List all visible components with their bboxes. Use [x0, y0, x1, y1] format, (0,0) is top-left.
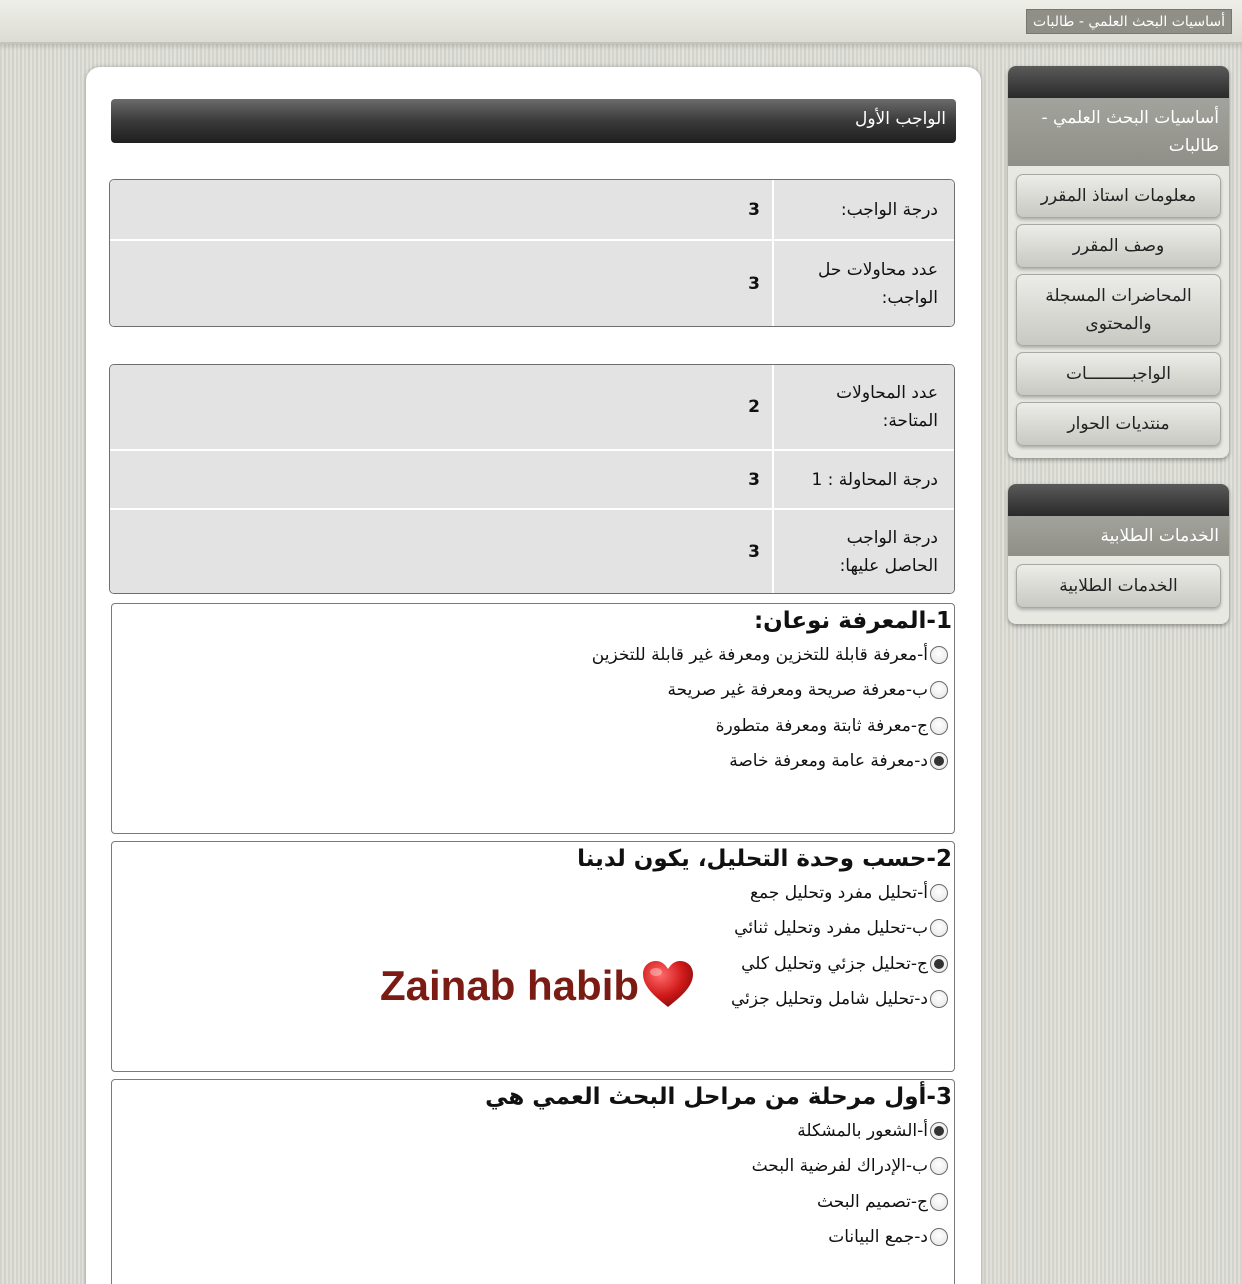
radio-button[interactable]	[930, 717, 948, 735]
question-1-option-b[interactable]	[112, 673, 954, 709]
option-label: د-معرفة عامة ومعرفة خاصة	[729, 751, 928, 772]
attempt-info-table	[109, 364, 955, 594]
question-3-option-d[interactable]	[112, 1220, 954, 1256]
question-3-title: 3-أول مرحلة من مراحل البحث العمي هي	[485, 1084, 952, 1110]
services-menu-panel	[1008, 484, 1229, 624]
watermark-text: Zainab habib	[380, 962, 640, 1009]
heart-icon	[641, 959, 695, 1013]
radio-button[interactable]	[930, 1193, 948, 1211]
sidebar-item-forums[interactable]: منتديات الحوار	[1016, 402, 1221, 446]
assignment-grade-label: درجة الواجب:	[772, 180, 954, 239]
sidebar-item-course-description[interactable]: وصف المقرر	[1016, 224, 1221, 268]
services-menu-title: الخدمات الطلابية	[1008, 516, 1229, 556]
radio-button[interactable]	[930, 1228, 948, 1246]
question-1-option-c[interactable]	[112, 708, 954, 744]
option-label: د-جمع البيانات	[828, 1227, 928, 1248]
question-1-title: 1-المعرفة نوعان:	[753, 608, 952, 634]
table-row	[110, 510, 954, 593]
question-1-option-d[interactable]	[112, 744, 954, 780]
radio-button[interactable]	[930, 646, 948, 664]
option-label: ج-معرفة ثابتة ومعرفة متطورة	[715, 715, 928, 736]
sidebar-item-student-services[interactable]: الخدمات الطلابية	[1016, 564, 1221, 608]
question-2-option-a[interactable]	[112, 875, 954, 911]
obtained-grade-value: 3	[110, 510, 772, 593]
table-row	[110, 241, 954, 326]
main-content	[86, 67, 981, 1284]
assignment-info-table	[109, 179, 955, 327]
radio-button[interactable]	[930, 884, 948, 902]
window-title: أساسيات البحث العلمي - طالبات	[1026, 9, 1232, 34]
radio-button[interactable]	[930, 681, 948, 699]
table-row	[110, 180, 954, 241]
table-row	[110, 365, 954, 451]
course-menu-panel	[1008, 66, 1229, 458]
question-2-option-b[interactable]	[112, 911, 954, 947]
option-label: د-تحليل شامل وتحليل جزئي	[731, 989, 928, 1010]
question-1	[111, 603, 955, 834]
obtained-grade-label: درجة الواجب الحاصل عليها:	[772, 510, 954, 593]
attempts-count-value: 3	[110, 241, 772, 326]
top-bar	[0, 0, 1242, 44]
question-3-option-b[interactable]	[112, 1149, 954, 1185]
course-menu-title: أساسيات البحث العلمي - طالبات	[1008, 98, 1229, 166]
option-label: أ-تحليل مفرد وتحليل جمع	[750, 882, 928, 903]
radio-button[interactable]	[930, 919, 948, 937]
available-attempts-value: 2	[110, 365, 772, 449]
course-menu-header	[1008, 66, 1229, 98]
radio-button[interactable]	[930, 1157, 948, 1175]
option-label: ب-معرفة صريحة ومعرفة غير صريحة	[667, 680, 928, 701]
sidebar-item-instructor-info[interactable]: معلومات استاذ المقرر	[1016, 174, 1221, 218]
table-row	[110, 451, 954, 510]
option-label: ج-تصميم البحث	[817, 1191, 928, 1212]
question-1-option-a[interactable]	[112, 637, 954, 673]
radio-button-selected[interactable]	[930, 955, 948, 973]
option-label: ج-تحليل جزئي وتحليل كلي	[741, 953, 928, 974]
radio-button-selected[interactable]	[930, 1122, 948, 1140]
option-label: أ-الشعور بالمشكلة	[797, 1120, 928, 1141]
attempts-count-label: عدد محاولات حل الواجب:	[772, 241, 954, 326]
question-3-option-a[interactable]	[112, 1113, 954, 1149]
question-3-option-c[interactable]	[112, 1184, 954, 1220]
available-attempts-label: عدد المحاولات المتاحة:	[772, 365, 954, 449]
option-label: ب-الإدراك لفرضية البحث	[751, 1156, 928, 1177]
watermark	[380, 958, 695, 1014]
page-title: الواجب الأول	[111, 99, 956, 143]
services-menu-header	[1008, 484, 1229, 516]
option-label: ب-تحليل مفرد وتحليل ثنائي	[734, 918, 928, 939]
attempt-grade-value: 3	[110, 451, 772, 508]
radio-button[interactable]	[930, 990, 948, 1008]
assignment-grade-value: 3	[110, 180, 772, 239]
question-2-title: 2-حسب وحدة التحليل، يكون لدينا	[577, 846, 952, 872]
attempt-grade-label: درجة المحاولة : 1	[772, 451, 954, 508]
option-label: أ-معرفة قابلة للتخزين ومعرفة غير قابلة للتخزين	[591, 644, 928, 665]
question-2	[111, 841, 955, 1072]
question-3	[111, 1079, 955, 1284]
radio-button-selected[interactable]	[930, 752, 948, 770]
sidebar-item-assignments[interactable]: الواجبـــــــــات	[1016, 352, 1221, 396]
sidebar-item-recorded-lectures[interactable]: المحاضرات المسجلة والمحتوى	[1016, 274, 1221, 346]
